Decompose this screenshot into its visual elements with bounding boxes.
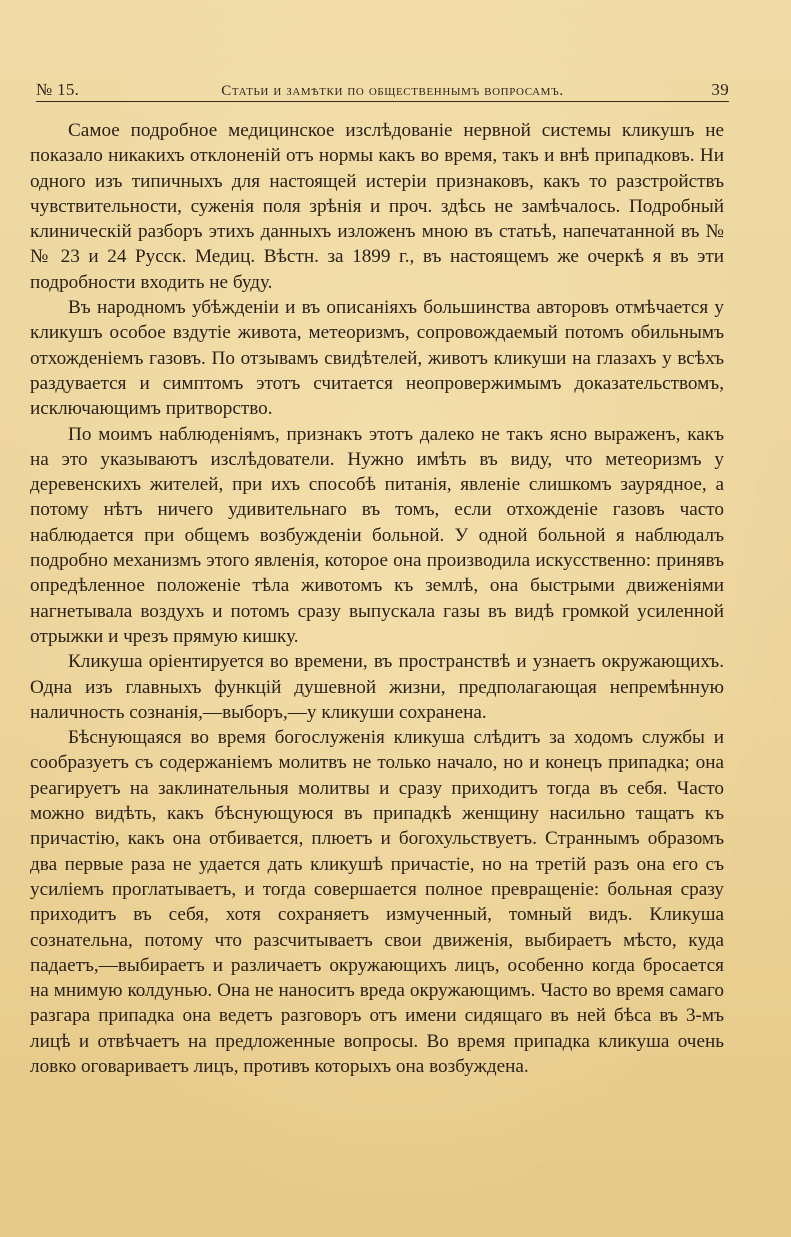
- running-header: [36, 68, 729, 100]
- header-rule: [36, 101, 729, 102]
- paragraph-1: Самое подробное медицинское изслѣдованіе нервной системы кликушъ не показало никакихъ отклоненій отъ нормы какъ во время, такъ и внѣ припадковъ. Ни одного изъ типичныхъ для настоящей истеріи признаковъ, какъ то разстройствъ чувствительности, суженія поля зрѣнія и проч. здѣсь не замѣчалось. Подробный клиническій разборъ этихъ данныхъ изложенъ мною въ статьѣ, напечатанной въ №№ 23 и 24 Русск. Медиц. Вѣстн. за 1899 г., въ настоящемъ же очеркѣ я въ эти подробности входить не буду.: [30, 120, 724, 293]
- paragraph-3: По моимъ наблюденіямъ, признакъ этотъ далеко не такъ ясно выраженъ, какъ на это указываютъ изслѣдователи. Нужно имѣть въ виду, что метеоризмъ у деревенскихъ жителей, при ихъ способѣ питанія, явленіе слишкомъ заурядное, а потому нѣтъ ничего удивительнаго въ томъ, если отхожденіе газовъ часто наблюдается при общемъ возбужденіи больной. У одной больной я наблюдалъ подробно механизмъ этого явленія, которое она производила искусственно: принявъ опредѣленное положеніе тѣла животомъ къ землѣ, она быстрыми движеніями нагнетывала воздухъ и потомъ сразу выпускала газы въ видѣ громкой усиленной отрыжки и чрезъ прямую кишку.: [30, 423, 724, 647]
- issue-number: № 15.: [36, 80, 80, 99]
- section-title: Статьи и замѣтки по общественнымъ вопросамъ.: [221, 83, 564, 99]
- paragraph-4: Кликуша оріентируется во времени, въ пространствѣ и узнаетъ окружающихъ. Одна изъ главныхъ функцій душевной жизни, предполагающая непремѣнную наличность сознанія,—выборъ,—у кликуши сохранена.: [30, 651, 724, 723]
- paragraph-5: Бѣснующаяся во время богослуженія кликуша слѣдитъ за ходомъ службы и сообразуетъ съ содержаніемъ молитвъ не только начало, но и конецъ припадка; она реагируетъ на заклинательныя молитвы и сразу приходитъ тогда въ себя. Часто можно видѣть, какъ бѣснующуюся въ припадкѣ женщину насильно тащатъ къ причастію, какъ она отбивается, плюетъ и богохульствуетъ. Страннымъ образомъ два первые раза не удается дать кликушѣ причастіе, но на третій разъ она его съ усиліемъ проглатываетъ, и тогда совершается полное превращеніе: больная сразу приходитъ въ себя, хотя сохраняетъ измученный, томный видъ. Кликуша сознательна, потому что разсчитываетъ свои движенія, выбираетъ мѣсто, куда падаетъ,—выбираетъ и различаетъ окружающихъ лицъ, особенно когда бросается на мнимую колдунью. Она не наноситъ вреда окружающимъ. Часто во время самаго разгара припадка она ведетъ разговоръ отъ имени сидящаго въ ней бѣса въ 3-мъ лицѣ и отвѣчаетъ на предложенные вопросы. Во время припадка кликуша очень ловко оговариваетъ лицъ, противъ которыхъ она возбуждена.: [30, 727, 724, 1077]
- article-body: [30, 118, 724, 1079]
- paragraph-2: Въ народномъ убѣжденіи и въ описаніяхъ большинства авторовъ отмѣчается у кликушъ особое вздутіе живота, метеоризмъ, сопровождаемый потомъ обильнымъ отхожденіемъ газовъ. По отзывамъ свидѣтелей, животъ кликуши на глазахъ у всѣхъ раздувается и симптомъ этотъ считается неопровержимымъ доказательствомъ, исключающимъ притворство.: [30, 297, 724, 420]
- page-number: 39: [711, 80, 729, 99]
